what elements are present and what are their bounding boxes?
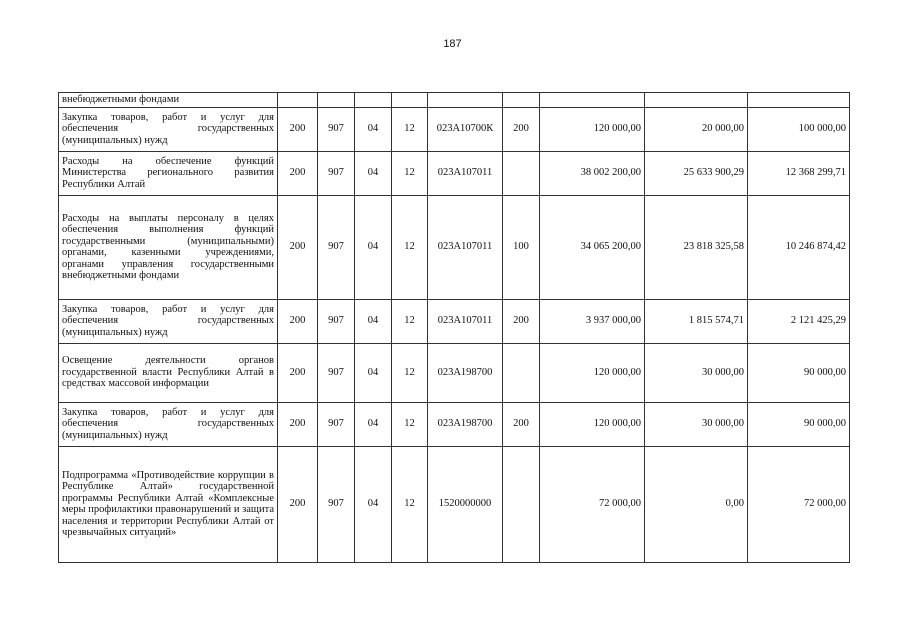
cell-plan: 34 065 200,00	[540, 195, 645, 299]
cell-name: Закупка товаров, работ и услуг для обеспечения государственных (муниципальных) нужд	[59, 299, 278, 343]
cell-sub: 04	[355, 299, 392, 343]
cell-sec: 907	[318, 402, 355, 446]
cell-plan: 38 002 200,00	[540, 151, 645, 195]
cell-rz: 12	[392, 195, 428, 299]
cell-vr: 200	[503, 402, 540, 446]
cell-vr: 200	[503, 299, 540, 343]
page-number: 187	[443, 38, 462, 50]
cell-rest: 90 000,00	[748, 402, 850, 446]
cell-name: Закупка товаров, работ и услуг для обеспечения государственных (муниципальных) нужд	[59, 107, 278, 151]
cell-fact: 30 000,00	[645, 402, 748, 446]
cell-vr	[503, 93, 540, 108]
cell-rz: 12	[392, 446, 428, 562]
cell-gr: 200	[278, 299, 318, 343]
cell-code: 023A198700	[428, 402, 503, 446]
cell-name: Подпрограмма «Противодействие коррупции в Республике Алтай» государственной программы Республики Алтай «Комплексные меры профилактики правонарушений и защита населения и территории Республики Алтай от чрезвычайных ситуаций»	[59, 446, 278, 562]
cell-fact: 0,00	[645, 446, 748, 562]
cell-sec: 907	[318, 107, 355, 151]
cell-rz: 12	[392, 402, 428, 446]
cell-sub: 04	[355, 446, 392, 562]
cell-vr: 200	[503, 107, 540, 151]
cell-vr	[503, 343, 540, 402]
cell-name: внебюджетными фондами	[59, 93, 278, 108]
cell-rz	[392, 93, 428, 108]
cell-sec	[318, 93, 355, 108]
cell-rest: 2 121 425,29	[748, 299, 850, 343]
cell-rz: 12	[392, 299, 428, 343]
cell-sec: 907	[318, 299, 355, 343]
cell-fact	[645, 93, 748, 108]
cell-fact: 1 815 574,71	[645, 299, 748, 343]
table-row	[59, 446, 850, 562]
cell-name: Закупка товаров, работ и услуг для обеспечения государственных (муниципальных) нужд	[59, 402, 278, 446]
cell-sec: 907	[318, 343, 355, 402]
cell-sub: 04	[355, 151, 392, 195]
cell-rest: 72 000,00	[748, 446, 850, 562]
cell-gr	[278, 93, 318, 108]
table-row	[59, 402, 850, 446]
cell-fact: 25 633 900,29	[645, 151, 748, 195]
cell-code	[428, 93, 503, 108]
cell-code: 023A10700К	[428, 107, 503, 151]
cell-gr: 200	[278, 446, 318, 562]
cell-gr: 200	[278, 151, 318, 195]
table-row	[59, 195, 850, 299]
cell-gr: 200	[278, 107, 318, 151]
cell-sec: 907	[318, 195, 355, 299]
cell-name: Освещение деятельности органов государственной власти Республики Алтай в средствах массовой информации	[59, 343, 278, 402]
cell-fact: 20 000,00	[645, 107, 748, 151]
table-row	[59, 93, 850, 108]
table-row	[59, 299, 850, 343]
cell-code: 023A198700	[428, 343, 503, 402]
cell-plan	[540, 93, 645, 108]
cell-plan: 120 000,00	[540, 343, 645, 402]
cell-sec: 907	[318, 151, 355, 195]
cell-plan: 120 000,00	[540, 402, 645, 446]
cell-name: Расходы на обеспечение функций Министерства регионального развития Республики Алтай	[59, 151, 278, 195]
cell-gr: 200	[278, 402, 318, 446]
table-row	[59, 343, 850, 402]
table-row	[59, 107, 850, 151]
cell-plan: 120 000,00	[540, 107, 645, 151]
cell-rest: 12 368 299,71	[748, 151, 850, 195]
cell-code: 1520000000	[428, 446, 503, 562]
cell-gr: 200	[278, 343, 318, 402]
cell-vr	[503, 446, 540, 562]
cell-sub: 04	[355, 195, 392, 299]
cell-rest: 10 246 874,42	[748, 195, 850, 299]
cell-sec: 907	[318, 446, 355, 562]
budget-table	[58, 92, 850, 563]
cell-rest	[748, 93, 850, 108]
cell-rest: 90 000,00	[748, 343, 850, 402]
cell-rz: 12	[392, 151, 428, 195]
cell-plan: 3 937 000,00	[540, 299, 645, 343]
cell-sub: 04	[355, 107, 392, 151]
cell-code: 023A107011	[428, 151, 503, 195]
cell-vr: 100	[503, 195, 540, 299]
cell-vr	[503, 151, 540, 195]
table-body	[59, 93, 850, 563]
cell-fact: 30 000,00	[645, 343, 748, 402]
cell-rest: 100 000,00	[748, 107, 850, 151]
cell-gr: 200	[278, 195, 318, 299]
cell-sub: 04	[355, 402, 392, 446]
cell-code: 023A107011	[428, 299, 503, 343]
cell-code: 023A107011	[428, 195, 503, 299]
cell-rz: 12	[392, 107, 428, 151]
table-row	[59, 151, 850, 195]
cell-plan: 72 000,00	[540, 446, 645, 562]
cell-rz: 12	[392, 343, 428, 402]
cell-fact: 23 818 325,58	[645, 195, 748, 299]
cell-sub	[355, 93, 392, 108]
cell-sub: 04	[355, 343, 392, 402]
cell-name: Расходы на выплаты персоналу в целях обеспечения выполнения функций государственными (муниципальными) органами, казенными учреждениями, органами управления государственными внебюджетными фондами	[59, 195, 278, 299]
